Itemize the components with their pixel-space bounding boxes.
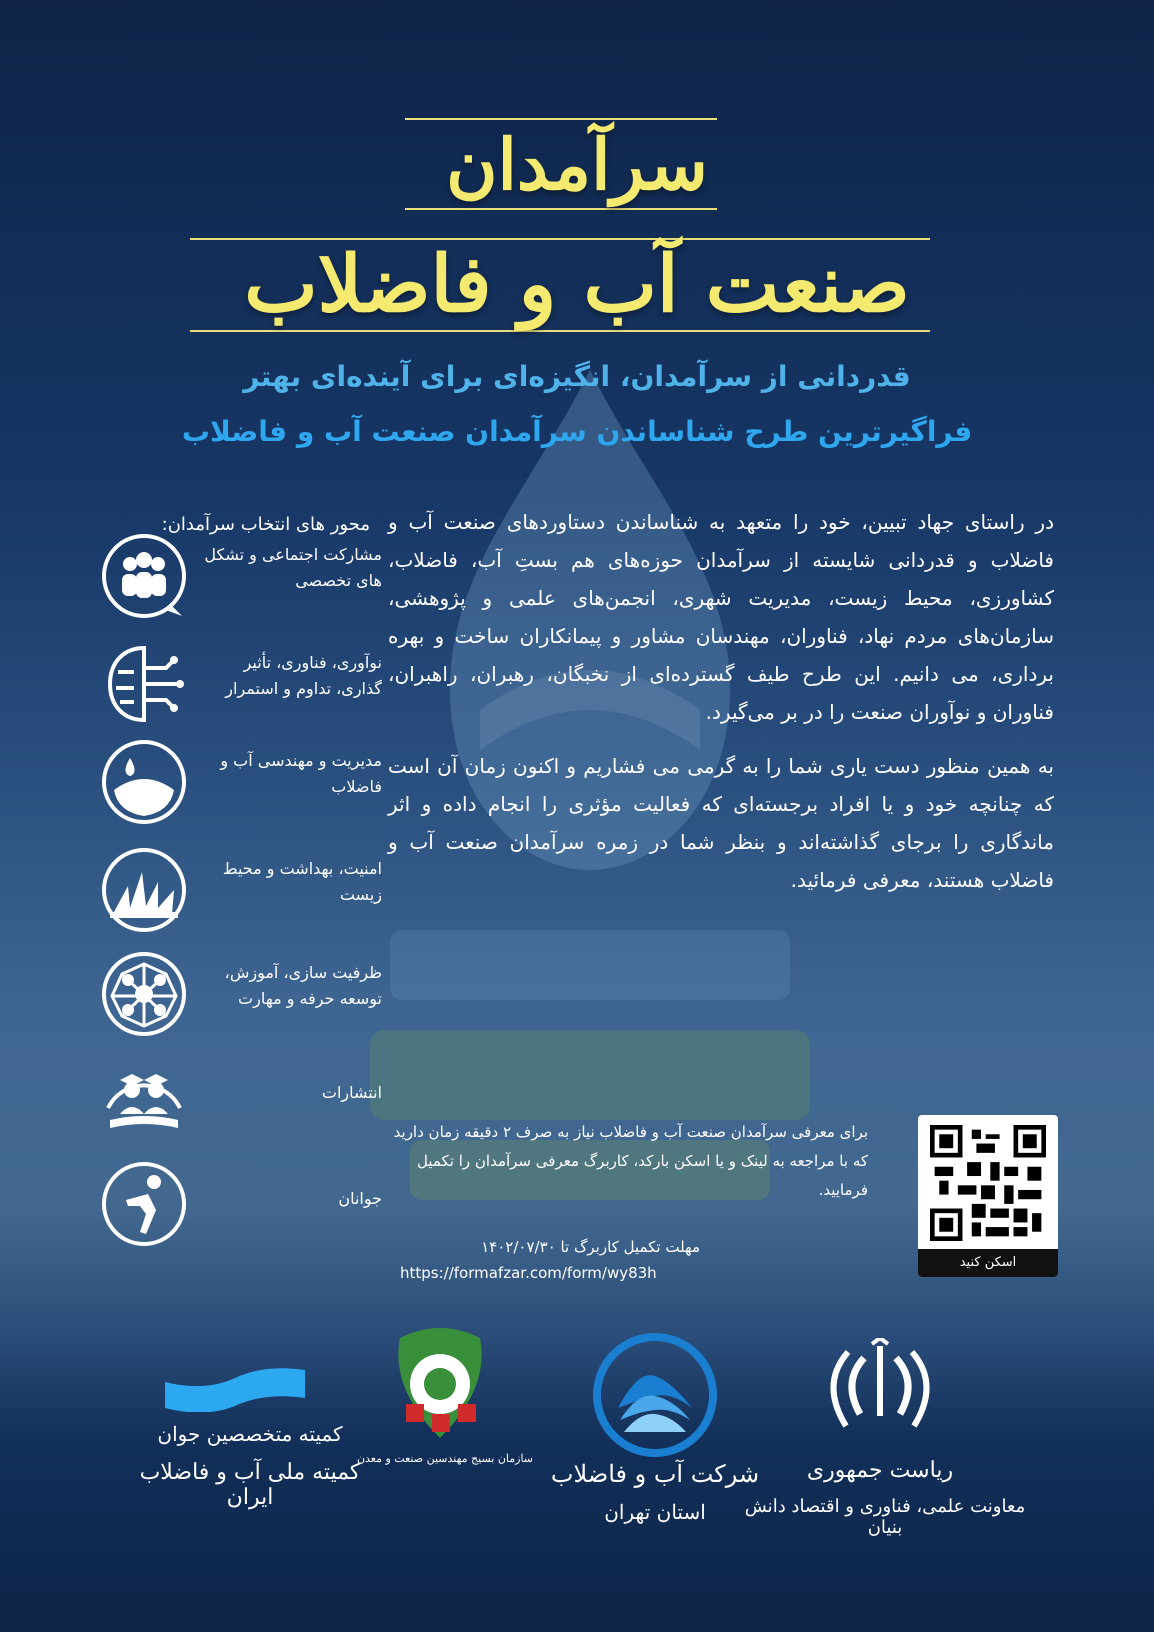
subtitle-line-1: قدردانی از سرآمدان، انگیزه‌ای برای آینده‌ای بهتر [243, 360, 911, 393]
axis-label-publications: انتشارات [321, 1083, 382, 1102]
axis-item-community [100, 532, 400, 622]
main-paragraph-2: به همین منظور دست یاری شما را به گرمی می فشاریم و اکنون زمان آن است که چنانچه خود و یا افراد برجسته‌ای که فعالیت مؤثری را انجام داده و اثر ماندگاری را برجای گذاشته‌اند و بنظر شما در زمره سرآمدان صنعت آب و فاضلاب هستند، معرفی فرمائید. [388, 754, 1054, 892]
community-icon [100, 532, 188, 620]
network-globe-icon [100, 950, 188, 1038]
tehran-water-line-1: شرکت آب و فاضلاب [550, 1460, 760, 1488]
presidency-line-1: ریاست جمهوری [806, 1458, 954, 1483]
title-rule-mid [405, 208, 717, 210]
graduates-book-icon [100, 1056, 188, 1144]
axis-label-capacity: ظرفیت سازی، آموزش، توسعه حرفه و مهارت [224, 963, 382, 1008]
title-line-2: صنعت آب و فاضلاب [244, 239, 910, 330]
main-paragraph-1: در راستای جهاد تبیین، خود را متعهد به شناساندن دستاوردهای صنعت آب و فاضلاب و قدردانی شایسته از سرآمدان حوزه‌های هم بستِ آب، فاضلاب، کشاورزی، محیط زیست، مدیریت شهری، انجمن‌های علمی و پژوهشی، سازمان‌های مردم نهاد، فناوران، مهندسان مشاور و پیمانکاران ساخت و بهره برداری، می دانیم. این طرح طیف گسترده‌ای از نخبگان، رهبران، راهبران، فناوران و نوآوران صنعت را در بر می‌گیرد. [388, 510, 1054, 724]
youth-figure-icon [100, 1160, 188, 1248]
form-link[interactable]: https://formafzar.com/form/wy83h [400, 1264, 657, 1282]
committee-line-1: کمیته متخصصین جوان [157, 1422, 343, 1446]
axis-label-innovation: نوآوری، فناوری، تأثیر گذاری، تداوم و استمرار [225, 653, 382, 698]
axis-item-environment [100, 846, 400, 936]
axis-item-innovation [100, 640, 400, 730]
title-rule-top [405, 118, 717, 120]
grass-icon [100, 846, 188, 934]
qr-code [930, 1125, 1046, 1241]
axis-label-environment: امنیت، بهداشت و محیط زیست [222, 859, 382, 904]
tehran-water-line-2: استان تهران [604, 1500, 706, 1524]
axis-item-water [100, 738, 400, 828]
iran-emblem-logo [820, 1338, 940, 1448]
circuit-brain-icon [100, 640, 188, 728]
committee-wave-logo [165, 1362, 305, 1412]
qr-scan-label: اسکن کنید [918, 1249, 1058, 1277]
main-description [388, 503, 1054, 915]
axis-item-youth [100, 1160, 400, 1250]
axis-item-publications [100, 1056, 400, 1146]
axis-label-community: مشارکت اجتماعی و تشکل های تخصصی [204, 545, 382, 590]
basij-caption: سازمان بسیج مهندسین صنعت و معدن [356, 1452, 534, 1465]
title-line-1: سرآمدان [446, 123, 708, 206]
subtitle-line-2: فراگیرترین طرح شناساندن سرآمدان صنعت آب و فاضلاب [181, 415, 973, 448]
title-rule-bottom [190, 330, 930, 332]
intro-note: برای معرفی سرآمدان صنعت آب و فاضلاب نیاز به صرف ۲ دقیقه زمان دارید که با مراجعه به لینک و یا اسکن بارکد، کاربرگ معرفی سرآمدان را تکمیل فرمایید. [393, 1123, 868, 1199]
axis-label-water: مدیریت و مهندسی آب و فاضلاب [220, 751, 382, 796]
qr-code-card[interactable] [918, 1115, 1058, 1277]
axis-item-capacity [100, 950, 400, 1040]
axes-title: محور های انتخاب سرآمدان: [161, 514, 370, 535]
axis-label-youth: جوانان [338, 1189, 382, 1208]
committee-line-2: کمیته ملی آب و فاضلاب ایران [139, 1460, 361, 1510]
presidency-line-2: معاونت علمی، فناوری و اقتصاد دانش بنیان [744, 1496, 1026, 1538]
basij-engineers-logo [380, 1318, 500, 1448]
tehran-water-logo [590, 1330, 720, 1460]
water-drop-icon [100, 738, 188, 826]
deadline-text: مهلت تکمیل کاربرگ تا ۱۴۰۲/۰۷/۳۰ [481, 1238, 700, 1256]
